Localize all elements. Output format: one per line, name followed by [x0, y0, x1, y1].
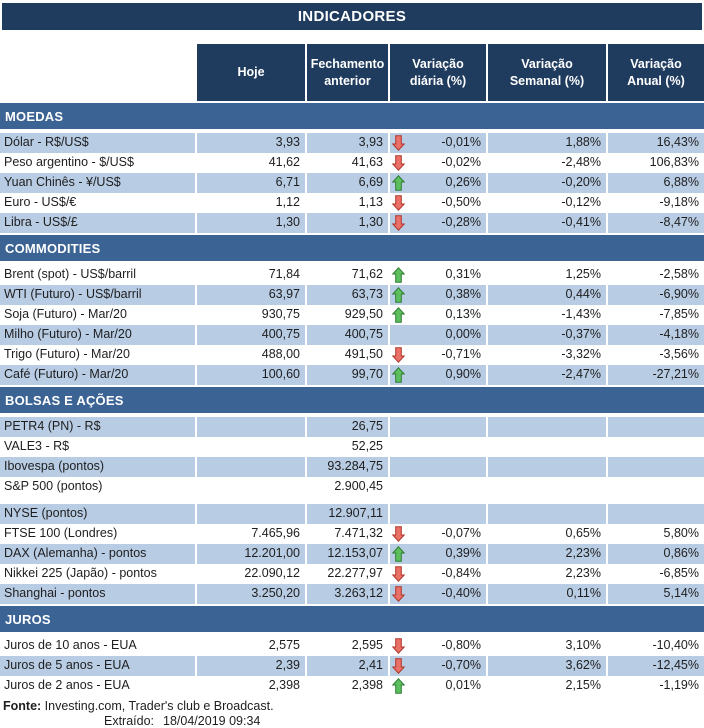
cell-fechamento-anterior: 6,69 [307, 173, 390, 193]
cell-hoje [197, 477, 307, 497]
row-label: Euro - US$/€ [0, 193, 197, 213]
cell-fechamento-anterior: 12.153,07 [307, 544, 390, 564]
cell-fechamento-anterior: 26,75 [307, 417, 390, 437]
source-label: Fonte: [3, 699, 42, 713]
cell-fechamento-anterior: 2,41 [307, 656, 390, 676]
cell-fechamento-anterior: 1,13 [307, 193, 390, 213]
variacao-diaria-value: -0,71% [441, 347, 481, 361]
variacao-diaria-value: -0,07% [441, 526, 481, 540]
table-row [0, 305, 704, 325]
table-row [0, 417, 704, 437]
variacao-diaria-value: 0,01% [445, 678, 481, 692]
cell-variacao-semanal: 1,88% [488, 133, 608, 153]
cell-variacao-anual: -4,18% [608, 325, 704, 345]
arrow-down-icon [392, 638, 405, 654]
cell-fechamento-anterior: 93.284,75 [307, 457, 390, 477]
arrow-up-icon [392, 546, 405, 562]
arrow-down-icon [392, 526, 405, 542]
cell-variacao-diaria [390, 656, 488, 676]
cell-variacao-semanal [488, 477, 608, 497]
cell-variacao-semanal [488, 437, 608, 457]
cell-variacao-anual: 0,86% [608, 544, 704, 564]
section-rows [0, 417, 704, 604]
variacao-diaria-value: -0,02% [441, 155, 481, 169]
cell-variacao-anual [608, 417, 704, 437]
arrow-down-icon [392, 215, 405, 231]
cell-hoje: 7.465,96 [197, 524, 307, 544]
cell-variacao-semanal: -2,48% [488, 153, 608, 173]
header-spacer [0, 44, 197, 101]
cell-variacao-diaria [390, 636, 488, 656]
cell-variacao-anual [608, 504, 704, 524]
cell-variacao-anual: -1,19% [659, 678, 699, 692]
table-row [0, 676, 704, 696]
variacao-diaria-value: 0,90% [445, 367, 481, 381]
arrow-up-icon [392, 307, 405, 323]
arrow-up-icon [392, 367, 405, 383]
cell-variacao-anual: -6,90% [608, 285, 704, 305]
section-rows [0, 636, 704, 696]
section-header [0, 103, 704, 129]
cell-variacao-anual: -10,40% [652, 638, 699, 652]
cell-variacao-semanal: 2,23% [488, 544, 608, 564]
cell-variacao-anual: 106,83% [649, 155, 699, 169]
column-header-variacao-diaria: Variação diária (%) [390, 44, 488, 101]
row-label: Café (Futuro) - Mar/20 [0, 365, 197, 385]
arrow-up-icon [392, 287, 405, 303]
table-row [0, 285, 704, 305]
cell-hoje: 930,75 [197, 305, 307, 325]
cell-hoje: 71,84 [197, 265, 307, 285]
table-row [0, 325, 704, 345]
table-row [0, 564, 704, 584]
cell-hoje: 3.250,20 [197, 584, 307, 604]
arrow-down-icon [392, 566, 405, 582]
cell-variacao-anual [608, 477, 704, 497]
table-row [0, 345, 704, 365]
cell-variacao-diaria [390, 345, 488, 365]
variacao-diaria-value: 0,00% [445, 327, 481, 341]
cell-variacao-anual: -8,47% [608, 213, 704, 233]
table-row [0, 656, 704, 676]
table-section [0, 103, 704, 233]
cell-fechamento-anterior: 3.263,12 [307, 584, 390, 604]
cell-variacao-diaria [390, 544, 488, 564]
table-row [0, 636, 704, 656]
row-label: WTI (Futuro) - US$/barril [0, 285, 197, 305]
variacao-diaria-value: -0,01% [441, 135, 481, 149]
column-header-hoje: Hoje [197, 44, 307, 101]
row-label: Soja (Futuro) - Mar/20 [0, 305, 197, 325]
cell-variacao-diaria [390, 365, 488, 385]
cell-variacao-diaria [390, 417, 488, 437]
cell-fechamento-anterior: 2,595 [307, 636, 390, 656]
cell-hoje [197, 417, 307, 437]
section-rows [0, 133, 704, 233]
cell-fechamento-anterior: 22.277,97 [307, 564, 390, 584]
table-row [0, 213, 704, 233]
variacao-diaria-value: 0,38% [445, 287, 481, 301]
cell-variacao-semanal: -0,12% [488, 193, 608, 213]
row-label: Yuan Chinês - ¥/US$ [0, 173, 197, 193]
cell-variacao-anual: 5,80% [663, 526, 699, 540]
cell-fechamento-anterior: 400,75 [307, 325, 390, 345]
table-section [0, 235, 704, 385]
cell-variacao-semanal: 0,65% [488, 524, 608, 544]
arrow-up-icon [392, 267, 405, 283]
cell-hoje [197, 457, 307, 477]
trend-arrow-icon [392, 327, 405, 343]
section-title: BOLSAS E AÇÕES [5, 392, 124, 408]
cell-variacao-anual: 6,88% [608, 173, 704, 193]
cell-hoje [197, 437, 307, 457]
cell-variacao-anual: -9,18% [659, 195, 699, 209]
cell-variacao-diaria [390, 504, 488, 524]
cell-fechamento-anterior: 491,50 [307, 345, 390, 365]
cell-variacao-semanal: 1,25% [488, 265, 608, 285]
cell-fechamento-anterior: 1,30 [307, 213, 390, 233]
cell-variacao-anual: -6,85% [659, 566, 699, 580]
variacao-diaria-value: -0,28% [441, 215, 481, 229]
cell-fechamento-anterior: 63,73 [307, 285, 390, 305]
variacao-diaria-value: 0,13% [445, 307, 481, 321]
row-label: Peso argentino - $/US$ [0, 153, 197, 173]
section-title: JUROS [5, 611, 51, 627]
table-row [0, 133, 704, 153]
row-label: DAX (Alemanha) - pontos [0, 544, 197, 564]
column-header-row [0, 44, 704, 101]
trend-arrow-icon [392, 439, 405, 455]
row-label: Ibovespa (pontos) [0, 457, 197, 477]
extracted-line [0, 714, 704, 728]
variacao-diaria-value: -0,40% [441, 586, 481, 600]
cell-variacao-semanal [488, 504, 608, 524]
table-row [0, 524, 704, 544]
variacao-diaria-value: -0,70% [441, 658, 481, 672]
row-label: Libra - US$/£ [0, 213, 197, 233]
cell-hoje: 2,575 [197, 636, 307, 656]
cell-hoje: 400,75 [197, 325, 307, 345]
cell-hoje: 1,30 [197, 213, 307, 233]
cell-hoje: 6,71 [197, 173, 307, 193]
variacao-diaria-value: -0,84% [441, 566, 481, 580]
arrow-down-icon [392, 155, 405, 171]
cell-fechamento-anterior: 71,62 [307, 265, 390, 285]
cell-variacao-semanal: 3,62% [488, 656, 608, 676]
cell-variacao-diaria [390, 584, 488, 604]
source-line [0, 699, 704, 713]
cell-variacao-diaria [390, 437, 488, 457]
row-label: Dólar - R$/US$ [0, 133, 197, 153]
cell-variacao-diaria [390, 173, 488, 193]
indicators-report [0, 3, 704, 728]
cell-variacao-anual: -3,56% [659, 347, 699, 361]
section-title: MOEDAS [5, 108, 64, 124]
cell-hoje: 1,12 [197, 193, 307, 213]
row-label: Milho (Futuro) - Mar/20 [0, 325, 197, 345]
row-label: Juros de 2 anos - EUA [0, 676, 197, 696]
section-rows [0, 265, 704, 385]
cell-variacao-anual [608, 457, 704, 477]
section-header [0, 235, 704, 261]
cell-fechamento-anterior: 3,93 [307, 133, 390, 153]
table-row [0, 153, 704, 173]
row-label: Juros de 5 anos - EUA [0, 656, 197, 676]
cell-variacao-semanal: -0,41% [488, 213, 608, 233]
cell-hoje: 100,60 [197, 365, 307, 385]
cell-fechamento-anterior: 2,398 [307, 676, 390, 696]
variacao-diaria-value: 0,26% [445, 175, 481, 189]
extracted-label: Extraído: [104, 714, 155, 728]
cell-variacao-semanal [488, 417, 608, 437]
arrow-down-icon [392, 347, 405, 363]
cell-fechamento-anterior: 99,70 [307, 365, 390, 385]
cell-variacao-diaria [390, 477, 488, 497]
table-row [0, 457, 704, 477]
row-label: PETR4 (PN) - R$ [0, 417, 197, 437]
cell-hoje: 63,97 [197, 285, 307, 305]
row-label: NYSE (pontos) [0, 504, 197, 524]
table-row [0, 437, 704, 457]
cell-variacao-diaria [390, 285, 488, 305]
section-header [0, 387, 704, 413]
section-title: COMMODITIES [5, 240, 101, 256]
cell-variacao-diaria [390, 676, 488, 696]
cell-fechamento-anterior: 2.900,45 [307, 477, 390, 497]
cell-variacao-semanal: -3,32% [488, 345, 608, 365]
cell-variacao-semanal: 2,23% [488, 564, 608, 584]
cell-variacao-anual: -2,58% [659, 267, 699, 281]
cell-variacao-diaria [390, 457, 488, 477]
cell-variacao-semanal [488, 457, 608, 477]
section-header [0, 606, 704, 632]
cell-variacao-diaria [390, 305, 488, 325]
cell-hoje: 2,398 [197, 676, 307, 696]
table-row [0, 365, 704, 385]
trend-arrow-icon [392, 479, 405, 495]
row-label: FTSE 100 (Londres) [0, 524, 197, 544]
table-row [0, 504, 704, 524]
table-section [0, 387, 704, 604]
cell-variacao-semanal: -0,37% [488, 325, 608, 345]
table-body [0, 103, 704, 696]
cell-variacao-semanal: 3,10% [488, 636, 608, 656]
column-header-fechamento-anterior: Fechamento anterior [307, 44, 390, 101]
cell-variacao-semanal: 2,15% [488, 676, 608, 696]
column-header-variacao-semanal: Variação Semanal (%) [488, 44, 608, 101]
variacao-diaria-value: -0,80% [441, 638, 481, 652]
cell-hoje: 12.201,00 [197, 544, 307, 564]
cell-variacao-diaria [390, 325, 488, 345]
cell-hoje: 488,00 [197, 345, 307, 365]
cell-variacao-semanal: -1,43% [488, 305, 608, 325]
row-label: Brent (spot) - US$/barril [0, 265, 197, 285]
cell-hoje: 22.090,12 [197, 564, 307, 584]
column-header-variacao-anual: Variação Anual (%) [608, 44, 704, 101]
cell-variacao-diaria [390, 524, 488, 544]
cell-fechamento-anterior: 7.471,32 [307, 524, 390, 544]
table-row [0, 544, 704, 564]
table-row [0, 173, 704, 193]
cell-hoje: 41,62 [197, 153, 307, 173]
variacao-diaria-value: 0,31% [445, 267, 481, 281]
cell-variacao-diaria [390, 265, 488, 285]
table-row [0, 584, 704, 604]
cell-variacao-diaria [390, 564, 488, 584]
cell-variacao-diaria [390, 213, 488, 233]
trend-arrow-icon [392, 419, 405, 435]
arrow-up-icon [392, 678, 405, 694]
row-label: VALE3 - R$ [0, 437, 197, 457]
cell-fechamento-anterior: 12.907,11 [307, 504, 390, 524]
extracted-timestamp: 18/04/2019 09:34 [163, 714, 261, 728]
table-section [0, 606, 704, 696]
page-title: INDICADORES [2, 3, 702, 30]
cell-variacao-semanal: -2,47% [488, 365, 608, 385]
row-label: Trigo (Futuro) - Mar/20 [0, 345, 197, 365]
cell-variacao-anual: 5,14% [608, 584, 704, 604]
cell-variacao-diaria [390, 153, 488, 173]
cell-variacao-anual: 16,43% [608, 133, 704, 153]
arrow-down-icon [392, 586, 405, 602]
footer [0, 699, 704, 728]
arrow-up-icon [392, 175, 405, 191]
cell-variacao-anual: -7,85% [659, 307, 699, 321]
source-text: Investing.com, Trader's club e Broadcast. [41, 699, 274, 713]
cell-variacao-anual: -27,21% [608, 365, 704, 385]
cell-fechamento-anterior: 52,25 [307, 437, 390, 457]
arrow-down-icon [392, 658, 405, 674]
table-row [0, 193, 704, 213]
cell-variacao-diaria [390, 193, 488, 213]
table-row [0, 265, 704, 285]
trend-arrow-icon [392, 459, 405, 475]
variacao-diaria-value: 0,39% [445, 546, 481, 560]
cell-variacao-anual [608, 437, 704, 457]
cell-variacao-semanal: 0,11% [488, 584, 608, 604]
table-row [0, 477, 704, 497]
cell-variacao-diaria [390, 133, 488, 153]
cell-hoje: 2,39 [197, 656, 307, 676]
arrow-down-icon [392, 195, 405, 211]
cell-variacao-semanal: -0,20% [488, 173, 608, 193]
cell-hoje: 3,93 [197, 133, 307, 153]
variacao-diaria-value: -0,50% [441, 195, 481, 209]
cell-variacao-semanal: 0,44% [488, 285, 608, 305]
row-label: Nikkei 225 (Japão) - pontos [0, 564, 197, 584]
arrow-down-icon [392, 135, 405, 151]
cell-fechamento-anterior: 929,50 [307, 305, 390, 325]
cell-fechamento-anterior: 41,63 [307, 153, 390, 173]
row-label: Shanghai - pontos [0, 584, 197, 604]
row-label: Juros de 10 anos - EUA [0, 636, 197, 656]
trend-arrow-icon [392, 506, 405, 522]
cell-hoje [197, 504, 307, 524]
row-label: S&P 500 (pontos) [0, 477, 197, 497]
cell-variacao-anual: -12,45% [608, 656, 704, 676]
